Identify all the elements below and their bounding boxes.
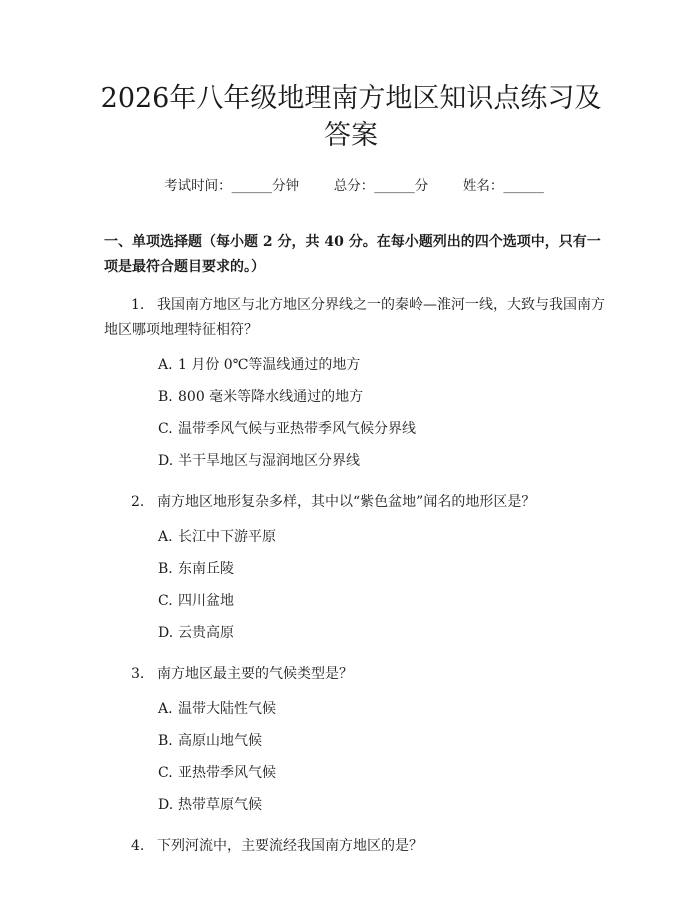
option-item <box>104 381 608 413</box>
option-letter: A. <box>158 701 173 717</box>
option-letter: D. <box>158 453 174 469</box>
question-text: 下列河流中，主要流经我国南方地区的是？ <box>157 838 423 854</box>
question-number: 1. <box>131 297 145 313</box>
option-item <box>104 413 608 445</box>
option-letter: A. <box>158 529 173 545</box>
options-list <box>104 693 608 821</box>
option-text: 亚热带季风气候 <box>178 765 276 781</box>
page-title: 2026年八年级地理南方地区知识点练习及答案 <box>100 83 602 151</box>
option-letter: D. <box>158 625 174 641</box>
name-blank: ______ <box>503 178 544 194</box>
question-text: 南方地区最主要的气候类型是？ <box>157 666 353 682</box>
name-label: 姓名： <box>462 178 504 194</box>
question-text: 南方地区地形复杂多样，其中以“紫色盆地”闻名的地形区是？ <box>157 494 536 510</box>
question-2 <box>104 490 608 515</box>
exam-meta-line <box>100 174 608 194</box>
option-text: 温带大陆性气候 <box>178 701 276 717</box>
question-3 <box>104 662 608 687</box>
question-4 <box>104 834 608 859</box>
option-text: 热带草原气候 <box>178 797 262 813</box>
option-item <box>104 445 608 477</box>
option-text: 云贵高原 <box>178 625 234 641</box>
option-letter: C. <box>158 421 173 437</box>
option-text: 东南丘陵 <box>178 561 234 577</box>
option-item <box>104 553 608 585</box>
option-text: 四川盆地 <box>178 593 234 609</box>
option-text: 高原山地气候 <box>178 733 262 749</box>
option-item <box>104 725 608 757</box>
option-text: 长江中下游平原 <box>178 529 276 545</box>
question-text: 我国南方地区与北方地区分界线之一的秦岭—淮河一线，大致与我国南方地区哪项地理特征相符？ <box>104 297 605 338</box>
question-1 <box>104 293 608 343</box>
question-number: 4. <box>131 838 145 854</box>
option-text: 半干旱地区与湿润地区分界线 <box>178 453 360 469</box>
question-number: 3. <box>131 666 145 682</box>
option-letter: B. <box>158 733 173 749</box>
section-heading: 一、单项选择题（每小题 2 分，共 40 分。在每小题列出的四个选项中，只有一项是最符合题目要求的。） <box>104 234 601 275</box>
option-letter: A. <box>158 357 173 373</box>
option-item <box>104 585 608 617</box>
option-item <box>104 349 608 381</box>
options-list <box>104 521 608 649</box>
option-item <box>104 789 608 821</box>
option-item <box>104 617 608 649</box>
option-letter: D. <box>158 797 174 813</box>
option-letter: B. <box>158 389 173 405</box>
option-letter: C. <box>158 765 173 781</box>
option-text: 温带季风气候与亚热带季风气候分界线 <box>178 421 416 437</box>
options-list <box>104 349 608 477</box>
time-unit: 分钟 <box>272 178 300 194</box>
score-blank: ______ <box>374 178 415 194</box>
option-text: 1 月份 0℃等温线通过的地方 <box>178 357 361 373</box>
question-number: 2. <box>131 494 145 510</box>
score-label: 总分： <box>333 178 375 194</box>
option-item <box>104 521 608 553</box>
option-letter: C. <box>158 593 173 609</box>
time-label: 考试时间： <box>164 178 232 194</box>
option-letter: B. <box>158 561 173 577</box>
option-text: 800 毫米等降水线通过的地方 <box>178 389 364 405</box>
score-unit: 分 <box>414 178 429 194</box>
time-blank: ______ <box>231 178 273 194</box>
option-item <box>104 693 608 725</box>
option-item <box>104 757 608 789</box>
